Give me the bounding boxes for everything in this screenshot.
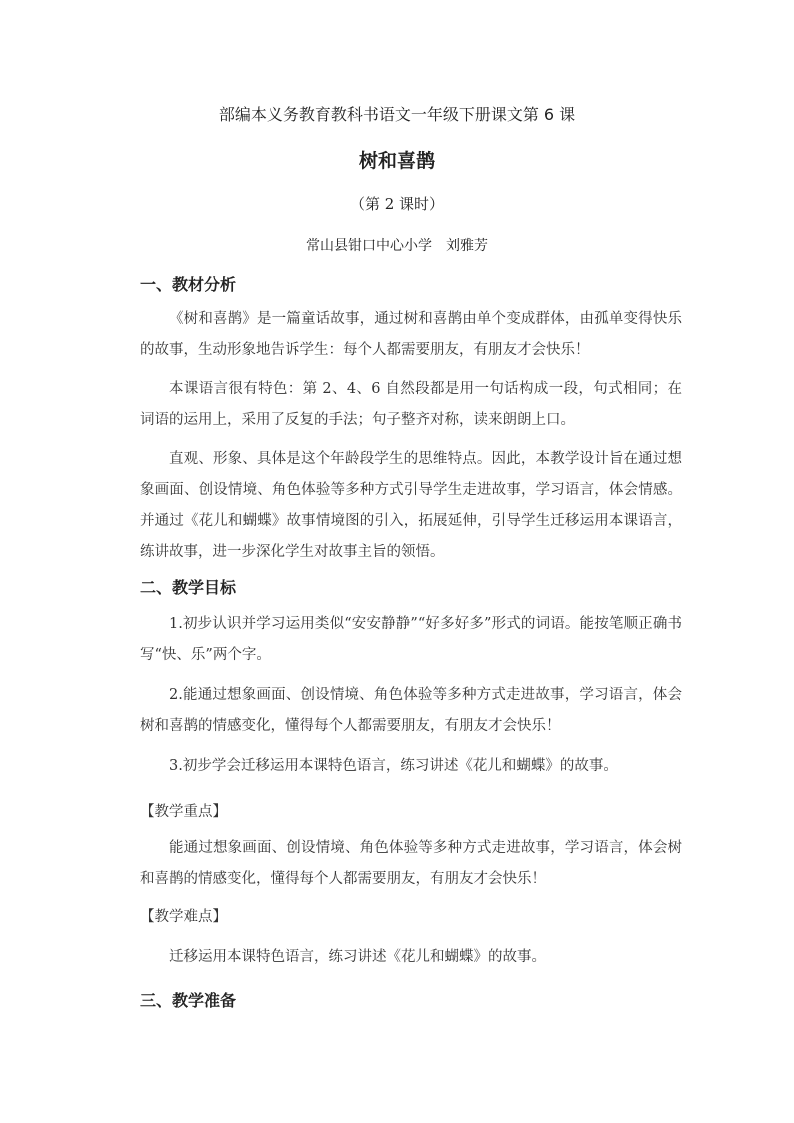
author-line: 常山县钳口中心小学 刘雅芳 [306,238,488,254]
section-heading-analysis: 一、教材分析 [140,275,237,294]
difficult-point-label: 【教学难点】 [140,909,227,925]
difficult-point-text: 迁移运用本课特色语言，练习讲述《花儿和蝴蝶》的故事。 [169,949,546,965]
goal-item-2: 2.能通过想象画面、创设情境、角色体验等多种方式走进故事，学习语言，体会树和喜鹊的情感变化，懂得每个人都需要朋友，有朋友才会快乐！ [140,687,682,734]
lesson-title: 树和喜鹊 [358,150,435,172]
goal-item-1: 1.初步认识并学习运用类似“安安静静”“好多好多”形式的词语。能按笔顺正确书写“快、乐”两个字。 [140,616,682,663]
key-point-text: 能通过想象画面、创设情境、角色体验等多种方式走进故事，学习语言，体会树和喜鹊的情感变化，懂得每个人都需要朋友，有朋友才会快乐！ [140,840,682,887]
key-point-label: 【教学重点】 [140,804,227,820]
analysis-paragraph-1: 《树和喜鹊》是一篇童话故事，通过树和喜鹊由单个变成群体，由孤单变得快乐的故事，生动形象地告诉学生：每个人都需要朋友，有朋友才会快乐！ [140,311,682,358]
series-line: 部编本义务教育教科书语文一年级下册课文第 6 课 [218,105,576,124]
section-heading-preparation: 三、教学准备 [140,991,237,1010]
section-heading-goals: 二、教学目标 [140,578,237,597]
goal-item-3: 3.初步学会迁移运用本课特色语言，练习讲述《花儿和蝴蝶》的故事。 [169,758,618,774]
analysis-paragraph-2: 本课语言很有特色：第 2、4、6 自然段都是用一句话构成一段，句式相同；在词语的运用上，采用了反复的手法；句子整齐对称，读来朗朗上口。 [140,381,682,428]
lesson-period: （第 2 课时） [349,195,445,213]
analysis-paragraph-3: 直观、形象、具体是这个年龄段学生的思维特点。因此，本教学设计旨在通过想象画面、创设情境、角色体验等多种方式引导学生走进故事，学习语言，体会情感。并通过《花儿和蝴蝶》故事情境图的引入，拓展延伸，引导学生迁移运用本课语言，练讲故事，进一步深化学生对故事主旨的领悟。 [140,451,682,560]
